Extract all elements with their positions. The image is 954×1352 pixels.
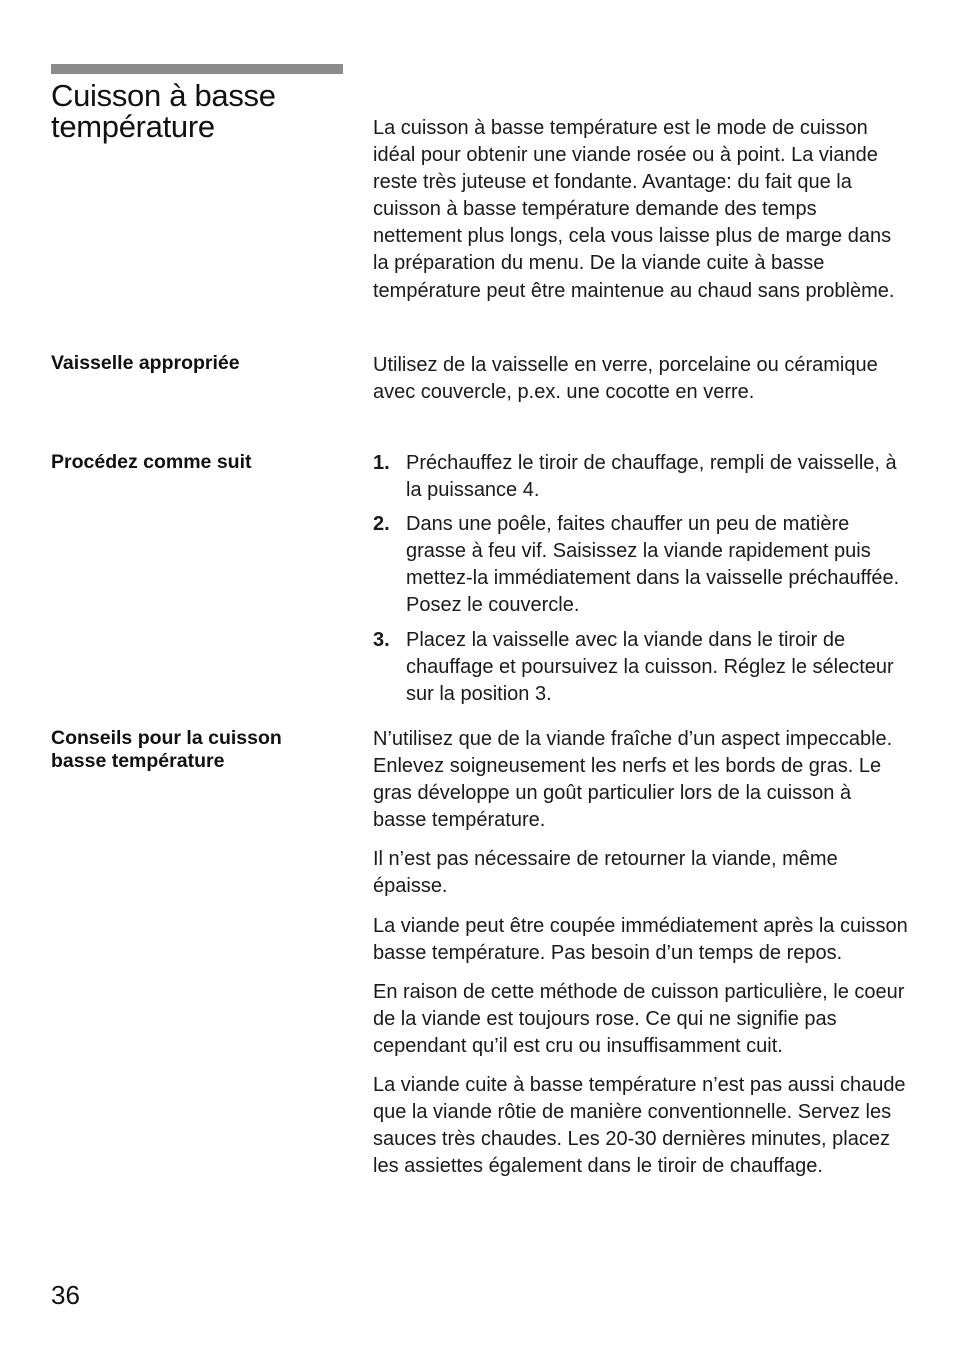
step-text: Dans une poêle, faites chauffer un peu de matière grasse à feu vif. Saisissez la viande rapidement puis mettez-la immédiatement dans la vaisselle préchauffée. Posez le couvercle.: [406, 513, 900, 617]
step-item: [373, 450, 908, 504]
dishes-section: [373, 352, 908, 418]
step-item: [373, 627, 908, 708]
page-title: Cuisson à basse température: [51, 78, 276, 144]
procedure-steps: [373, 450, 908, 715]
section-top-rule: [51, 64, 343, 74]
tips-paragraph: Il n’est pas nécessaire de retourner la viande, même épaisse.: [373, 848, 838, 898]
step-number: 1.: [373, 452, 390, 474]
step-text: Placez la vaisselle avec la viande dans le tiroir de chauffage et poursuivez la cuisson. Réglez le sélecteur sur la position 3.: [406, 628, 894, 705]
tips-paragraph: En raison de cette méthode de cuisson particulière, le coeur de la viande est toujours rose. Ce qui ne signifie pas cependant qu’il est cru ou insuffisamment cuit.: [373, 980, 905, 1057]
step-item: [373, 511, 908, 619]
page-number: 36: [51, 1280, 80, 1310]
tips-paragraph: N’utilisez que de la viande fraîche d’un aspect impeccable. Enlevez soigneusement les nerfs et les bords de gras. Le gras développe un goût particulier lors de la cuisson à basse température.: [373, 728, 893, 832]
dishes-text: Utilisez de la vaisselle en verre, porcelaine ou céramique avec couvercle, p.ex. une cocotte en verre.: [373, 354, 878, 404]
intro-paragraph: La cuisson à basse température est le mode de cuisson idéal pour obtenir une viande rosée ou à point. La viande reste très juteuse et fondante. Avantage: du fait que la cuisson à basse température demande des temps nettement plus longs, cela vous laisse plus de marge dans la préparation du menu. De la viande cuite à basse température peut être maintenue au chaud sans problème.: [373, 117, 895, 302]
dishes-heading: Vaisselle appropriée: [51, 352, 240, 374]
step-text: Préchauffez le tiroir de chauffage, rempli de vaisselle, à la puissance 4.: [406, 452, 897, 502]
step-number: 3.: [373, 628, 390, 651]
tips-paragraph: La viande peut être coupée immédiatement après la cuisson basse température. Pas besoin d’un temps de repos.: [373, 914, 908, 964]
procedure-heading: Procédez comme suit: [51, 451, 252, 473]
step-number: 2.: [373, 513, 390, 536]
tips-heading: Conseils pour la cuisson basse température: [51, 727, 282, 772]
tips-paragraph: La viande cuite à basse température n’est pas aussi chaude que la viande rôtie de manière conventionnelle. Servez les sauces très chaudes. Les 20-30 dernières minutes, placez les assiettes également dans le tiroir de chauffage.: [373, 1074, 906, 1178]
tips-section: [373, 726, 908, 1192]
